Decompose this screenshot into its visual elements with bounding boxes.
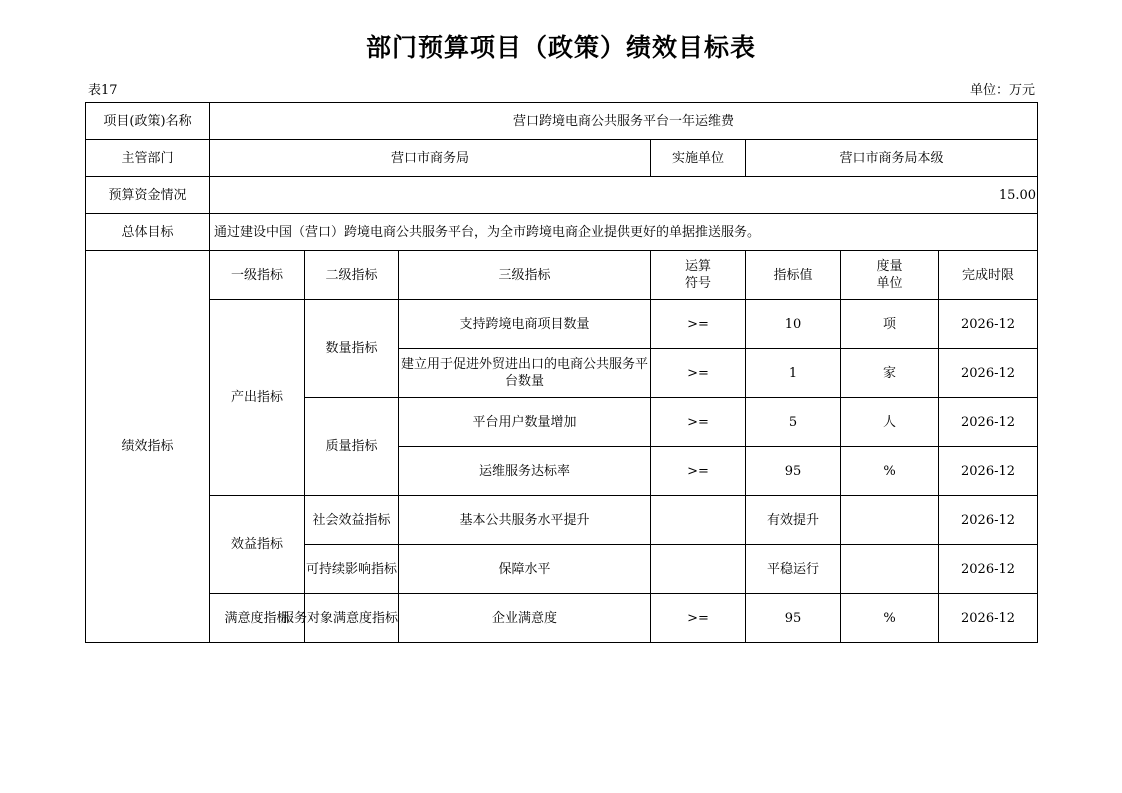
- project-name-label: 项目(政策)名称: [86, 103, 210, 140]
- budget-label: 预算资金情况: [86, 177, 210, 214]
- group-quantity: 数量指标: [305, 300, 399, 398]
- indicator-unit: [841, 496, 939, 545]
- impl-label: 实施单位: [651, 140, 746, 177]
- indicator-operator: >=: [651, 398, 746, 447]
- indicator-value: 有效提升: [746, 496, 841, 545]
- goal-value: 通过建设中国（营口）跨境电商公共服务平台，为全市跨境电商企业提供更好的单据推送服务。: [210, 214, 1038, 251]
- indicator-operator: >=: [651, 300, 746, 349]
- project-name-value: 营口跨境电商公共服务平台一年运维费: [210, 103, 1038, 140]
- table-row: [86, 594, 1038, 643]
- header-deadline: 完成时限: [939, 251, 1038, 300]
- indicator-unit: 家: [841, 349, 939, 398]
- header-level2: 二级指标: [305, 251, 399, 300]
- indicator-operator: [651, 545, 746, 594]
- table-row: [86, 496, 1038, 545]
- group-satisfaction: 满意度指标: [210, 594, 305, 643]
- indicator-name: 基本公共服务水平提升: [399, 496, 651, 545]
- indicator-unit: [841, 545, 939, 594]
- header-operator: 运算 符号: [651, 251, 746, 300]
- dept-value: 营口市商务局: [210, 140, 651, 177]
- indicator-deadline: 2026-12: [939, 349, 1038, 398]
- indicator-operator: >=: [651, 447, 746, 496]
- indicator-unit: 项: [841, 300, 939, 349]
- project-name-row: [86, 103, 1038, 140]
- performance-target-table: [85, 102, 1038, 643]
- indicator-deadline: 2026-12: [939, 545, 1038, 594]
- group-benefit: 效益指标: [210, 496, 305, 594]
- indicator-name: 企业满意度: [399, 594, 651, 643]
- indicator-name: 运维服务达标率: [399, 447, 651, 496]
- header-unit: 度量 单位: [841, 251, 939, 300]
- indicator-name: 保障水平: [399, 545, 651, 594]
- page-title: 部门预算项目（政策）绩效目标表: [365, 33, 756, 62]
- indicator-value: 10: [746, 300, 841, 349]
- department-row: [86, 140, 1038, 177]
- group-service-satisfaction-text: 服务对象满意度指标: [280, 610, 398, 626]
- indicator-value: 平稳运行: [746, 545, 841, 594]
- indicator-deadline: 2026-12: [939, 447, 1038, 496]
- indicator-deadline: 2026-12: [939, 398, 1038, 447]
- dept-label: 主管部门: [86, 140, 210, 177]
- impl-value: 营口市商务局本级: [746, 140, 1038, 177]
- header-level1: 一级指标: [210, 251, 305, 300]
- table-number: 表17: [88, 83, 118, 98]
- indicator-name: 平台用户数量增加: [399, 398, 651, 447]
- indicator-value: 95: [746, 447, 841, 496]
- table-row: [86, 300, 1038, 349]
- indicator-value: 1: [746, 349, 841, 398]
- group-service-satisfaction: [280, 594, 399, 643]
- group-output: 产出指标: [210, 300, 305, 496]
- indicator-unit: %: [841, 447, 939, 496]
- indicator-operator: >=: [651, 349, 746, 398]
- indicator-name: 支持跨境电商项目数量: [399, 300, 651, 349]
- indicator-deadline: 2026-12: [939, 496, 1038, 545]
- indicator-operator: [651, 496, 746, 545]
- performance-label: 绩效指标: [86, 251, 210, 643]
- group-quality: 质量指标: [305, 398, 399, 496]
- goal-row: [86, 214, 1038, 251]
- budget-value: 15.00: [210, 177, 1038, 214]
- indicator-operator: >=: [651, 594, 746, 643]
- group-social: 社会效益指标: [305, 496, 399, 545]
- group-sustain: 可持续影响指标: [305, 545, 399, 594]
- indicator-value: 95: [746, 594, 841, 643]
- budget-row: [86, 177, 1038, 214]
- header-level3: 三级指标: [399, 251, 651, 300]
- header-value: 指标值: [746, 251, 841, 300]
- indicator-deadline: 2026-12: [939, 594, 1038, 643]
- indicator-deadline: 2026-12: [939, 300, 1038, 349]
- indicator-unit: %: [841, 594, 939, 643]
- indicator-value: 5: [746, 398, 841, 447]
- goal-label: 总体目标: [86, 214, 210, 251]
- unit-label: 单位：万元: [969, 83, 1035, 98]
- indicator-unit: 人: [841, 398, 939, 447]
- indicator-name: 建立用于促进外贸进出口的电商公共服务平台数量: [399, 349, 651, 398]
- indicator-header-row: [86, 251, 1038, 300]
